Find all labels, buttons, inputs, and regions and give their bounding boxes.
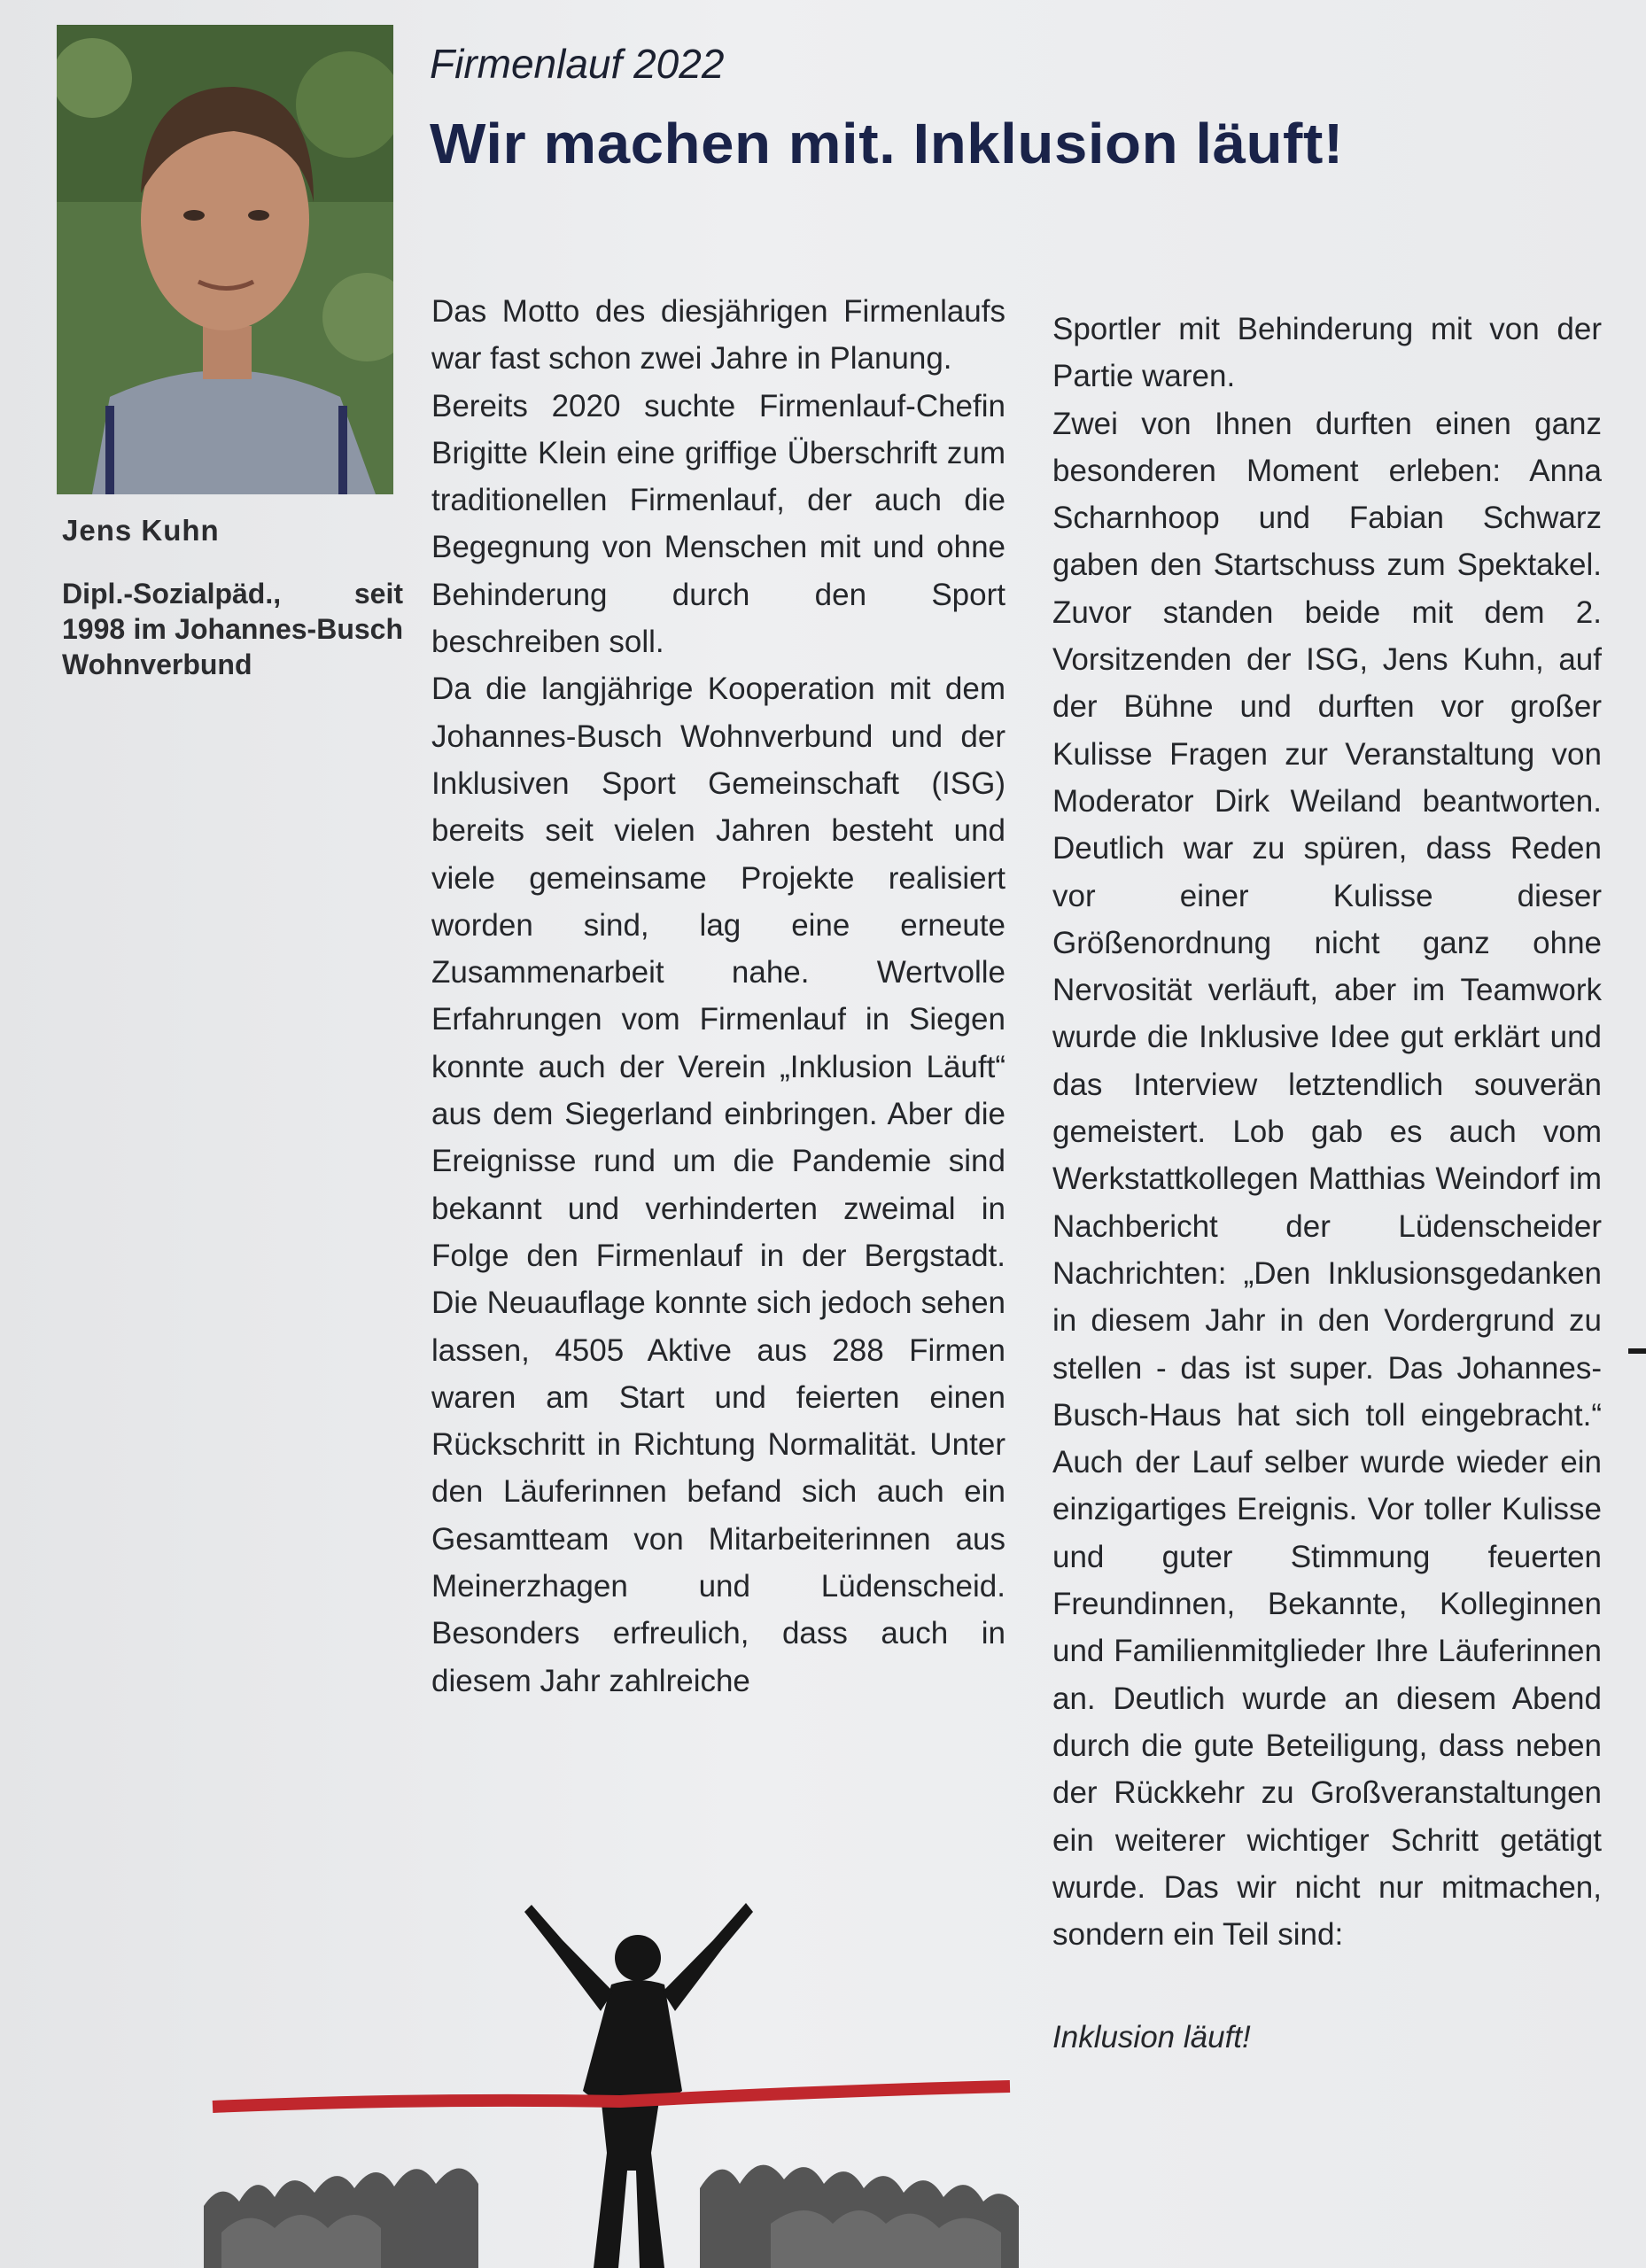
paragraph: Da die langjährige Kooperation mit dem Johannes-Busch Wohnverbund und der Inklusiven Sport Gemeinschaft (ISG) bereits seit vielen Jahren besteht und viele gemeinsame Projekte realisiert worden sind, lag eine erneute Zusammenarbeit nahe. Wertvolle Erfahrungen vom Firmenlauf in Siegen konnte auch der Verein „Inklusion Läuft“ aus dem Siegerland einbringen. Aber die Ereignisse rund um die Pandemie sind bekannt und verhinderten zweimal in Folge den Firmenlauf in der Bergstadt. Die Neuauflage konnte sich jedoch sehen lassen, 4505 Aktive aus 288 Firmen waren am Start und feierten einen Rückschritt in Richtung Normalität. Unter den Läuferinnen befand sich auch ein Gesamtteam von Mitarbeiterinnen aus Meinerzhagen und Lüdenscheid. Besonders erfreulich, dass auch in diesem Jahr zahlreiche (431, 672, 1005, 1698)
author-description: Dipl.-Sozialpäd., seit 1998 im Johannes-Busch Wohnverbund (62, 578, 403, 680)
article-eyebrow: Firmenlauf 2022 (430, 41, 725, 87)
portrait-photo (57, 25, 393, 494)
runner-finish-line-icon (204, 1887, 1019, 2268)
paragraph: Zwei von Ihnen durften einen ganz besonderen Moment erleben: Anna Scharnhoop und Fabian Schwarz gaben den Startschuss zum Spektakel. Zuvor standen beide mit dem 2. Vorsitzenden der ISG, Jens Kuhn, auf der Bühne und durften vor großer Kulisse Fragen zur Veranstaltung von Moderator Dirk Weiland beantworten. Deutlich war zu spüren, dass Reden vor einer Kulisse dieser Größenordnung nicht ganz ohne Nervosität verläuft, aber im Teamwork wurde die Inklusive Idee gut erklärt und das Interview letztendlich souverän gemeistert. Lob gab es auch vom Werkstattkollegen Matthias Weindorf im Nachbericht der Lüdenscheider Nachrichten: „Den Inklusionsgedanken in diesem Jahr in den Vordergrund zu stellen - das ist super. Das Johannes-Busch-Haus hat sich toll eingebracht.“ Auch der Lauf selber wurde wieder ein einzigartiges Ereignis. Vor toller Kulisse und guter Stimmung feuerten Freundinnen, Bekannte, Kolleginnen und Familienmitglieder Ihre Läuferinnen an. Deutlich wurde an diesem Abend durch die gute Beteiligung, dass neben der Rückkehr zu Großveranstaltungen ein weiterer wichtiger Schritt getätigt wurde. Das wir nicht nur mitmachen, sondern ein Teil sind: (1052, 406, 1602, 1953)
article-column-1 (431, 288, 1005, 1705)
article-headline: Wir machen mit. Inklusion läuft! (430, 112, 1344, 175)
paragraph: Das Motto des diesjährigen Firmenlaufs war fast schon zwei Jahre in Planung. (431, 294, 1005, 377)
paragraph: Sportler mit Behinderung mit von der Partie waren. (1052, 312, 1602, 394)
paragraph: Bereits 2020 suchte Firmenlauf-Chefin Brigitte Klein eine griffige Überschrift zum traditionellen Firmenlauf, der auch die Begegnung von Menschen mit und ohne Behinderung durch den Sport beschreiben soll. (431, 388, 1005, 660)
closing-line: Inklusion läuft! (1052, 2020, 1251, 2054)
article-column-2 (1052, 306, 1602, 1958)
author-name: Jens Kuhn (62, 514, 220, 547)
page-edge-mark (1628, 1348, 1646, 1354)
